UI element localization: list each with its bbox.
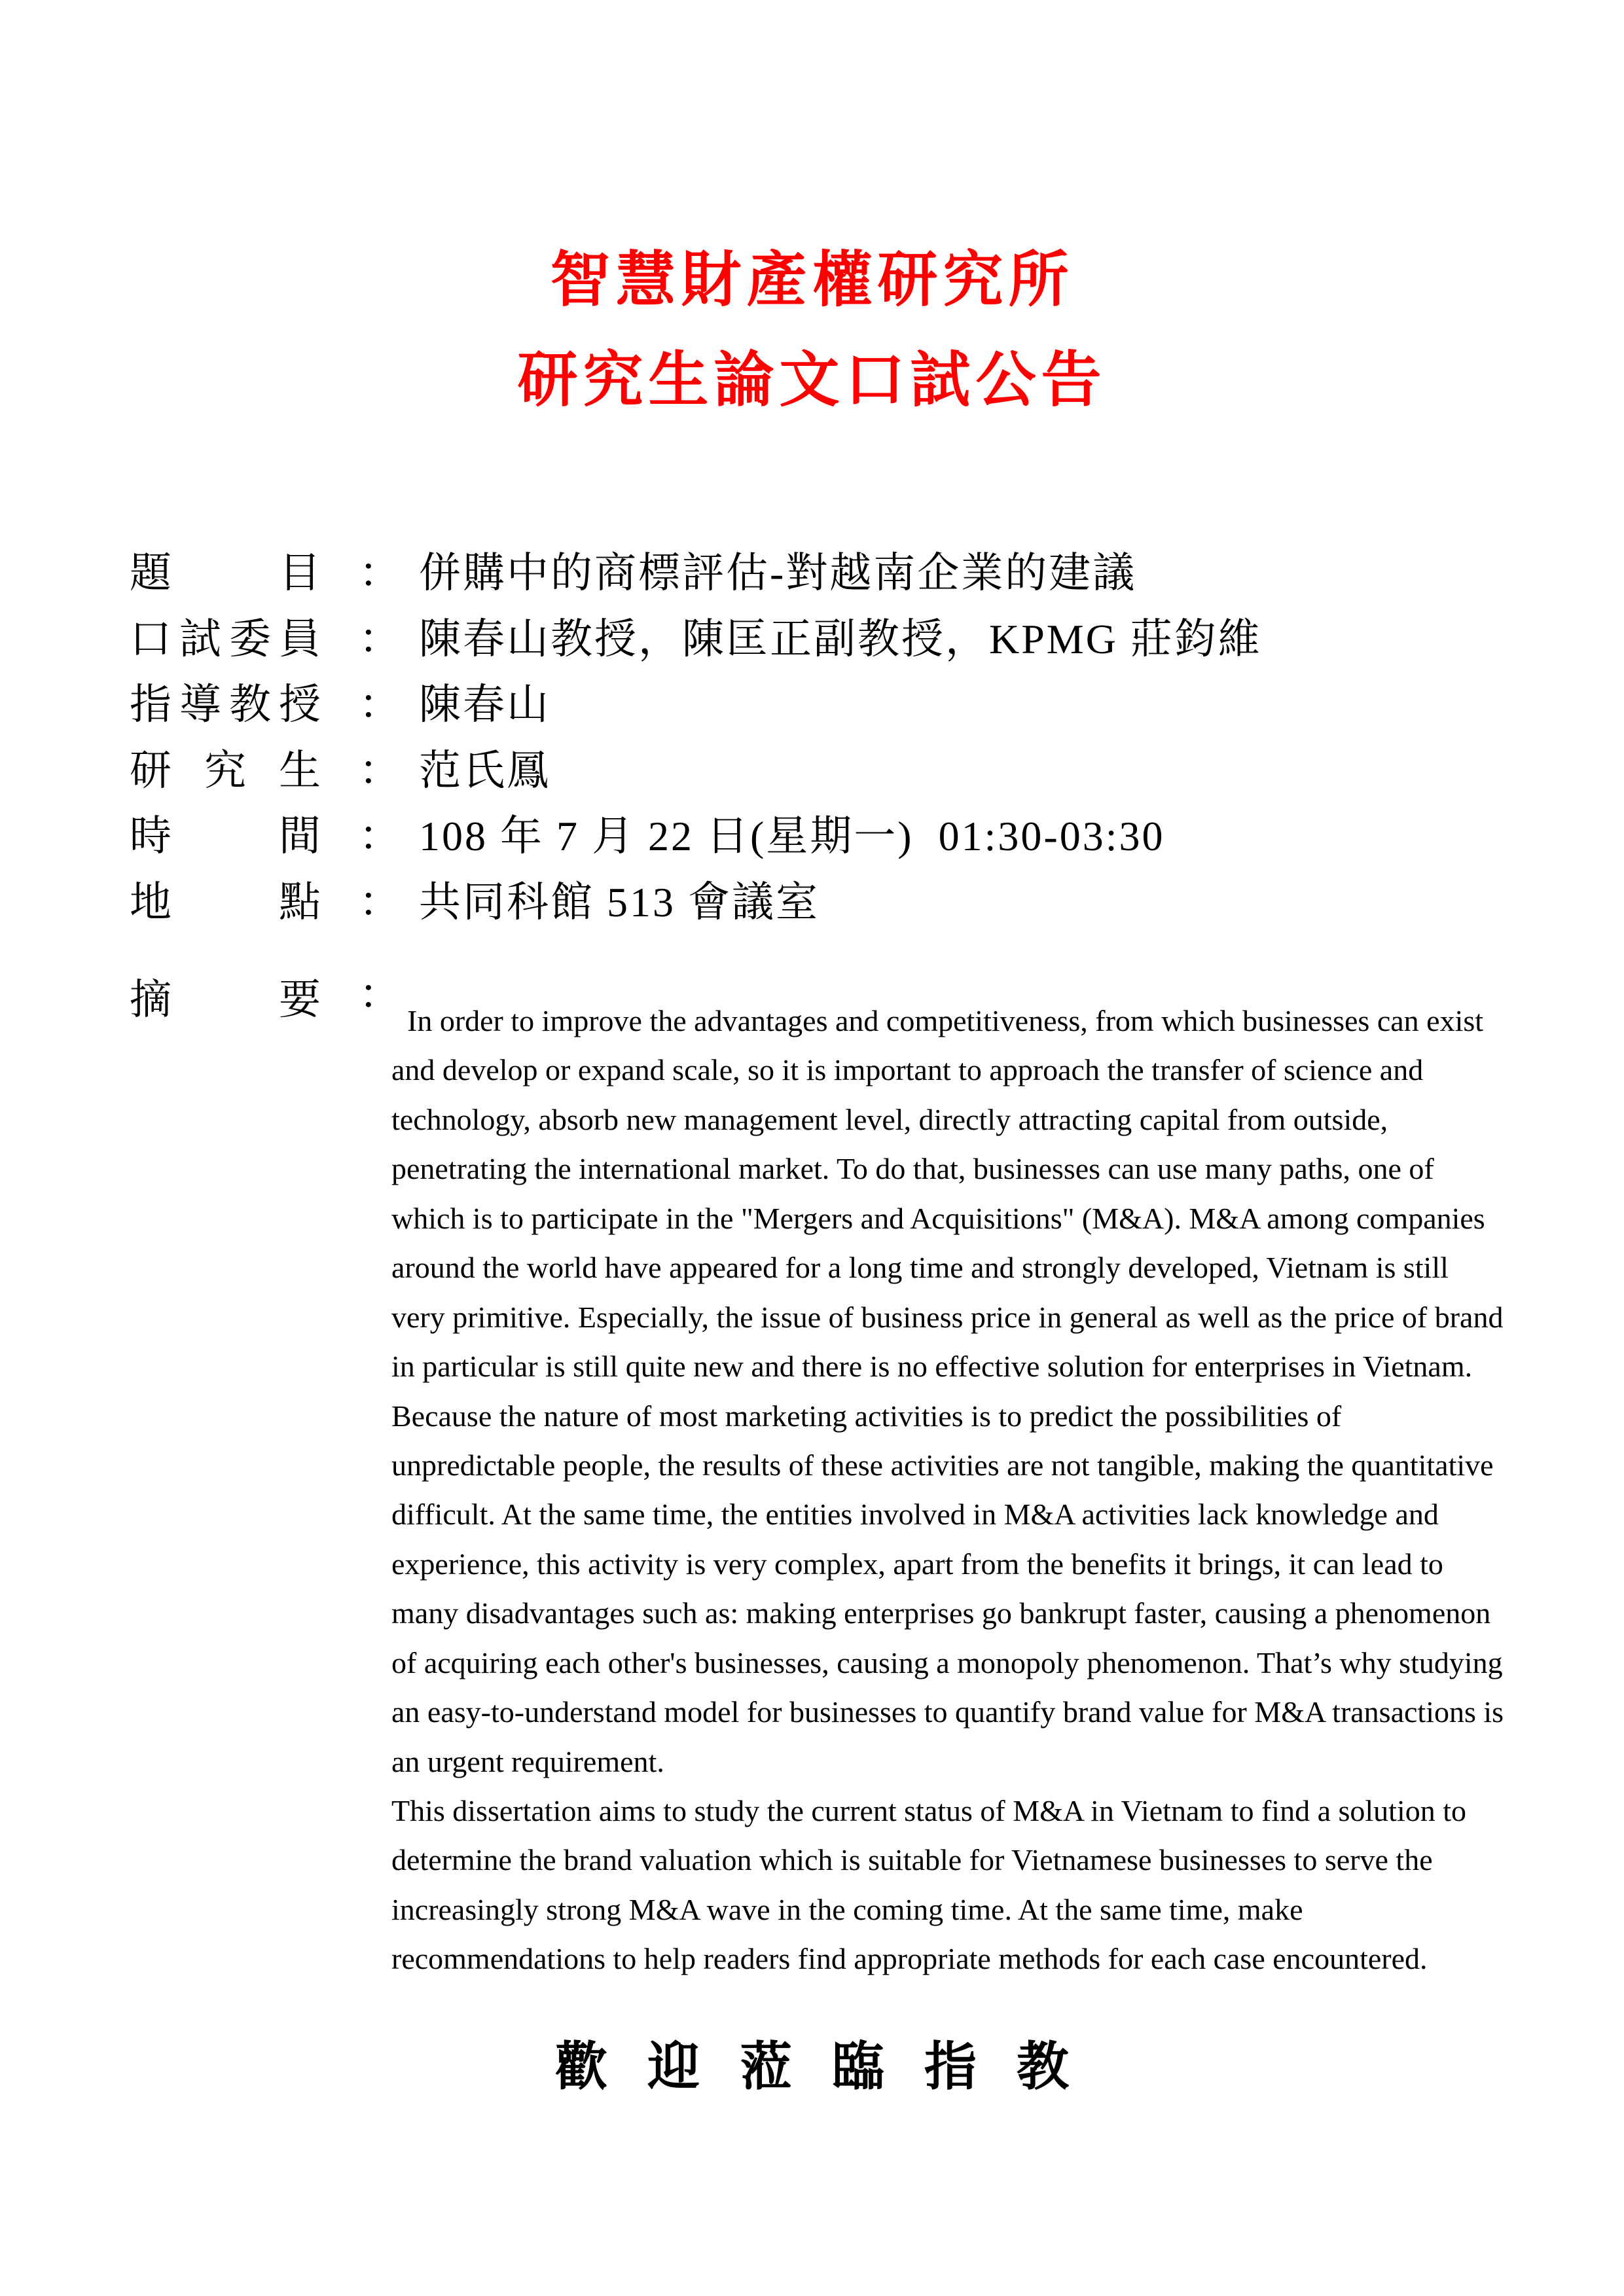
detail-row-topic bbox=[130, 541, 1504, 607]
abstract-line: penetrating the international market. To do that, businesses can use many paths, one of bbox=[391, 1152, 1434, 1186]
abstract-line: very primitive. Especially, the issue of business price in general as well as the price of brand bbox=[391, 1300, 1504, 1334]
abstract-line: This dissertation aims to study the current status of M&A in Vietnam to find a solution to bbox=[391, 1794, 1467, 1827]
abstract-line: an easy-to-understand model for businesses to quantify brand value for M&A transactions is bbox=[391, 1695, 1504, 1729]
detail-separator: ： bbox=[359, 812, 401, 861]
abstract-separator: ： bbox=[359, 971, 401, 1019]
abstract-heading bbox=[130, 967, 405, 1033]
abstract-line: Because the nature of most marketing activities is to predict the possibilities of bbox=[391, 1399, 1342, 1433]
detail-label: 地點 bbox=[130, 878, 321, 927]
detail-row-time bbox=[130, 804, 1504, 870]
abstract-line: which is to participate in the "Mergers and Acquisitions" (M&A). M&A among companies bbox=[391, 1201, 1485, 1235]
detail-separator: ： bbox=[359, 878, 401, 927]
abstract-line: an urgent requirement. bbox=[391, 1744, 664, 1778]
detail-value: 陳春山 bbox=[419, 681, 550, 728]
abstract-line: unpredictable people, the results of these activities are not tangible, making the quantitative bbox=[391, 1448, 1494, 1482]
detail-label: 題目 bbox=[130, 549, 321, 598]
abstract-line: difficult. At the same time, the entities involved in M&A activities lack knowledge and bbox=[391, 1498, 1439, 1532]
detail-label: 口試委員 bbox=[130, 615, 321, 664]
institute-title: 智慧財產權研究所 bbox=[550, 244, 1074, 315]
abstract-line: of acquiring each other's businesses, causing a monopoly phenomenon. That’s why studying bbox=[391, 1645, 1503, 1679]
abstract-line: technology, absorb new management level, directly attracting capital from outside, bbox=[391, 1102, 1388, 1136]
abstract-line: experience, this activity is very complex, apart from the benefits it brings, it can lead to bbox=[391, 1547, 1443, 1581]
detail-label: 指導教授 bbox=[130, 681, 321, 729]
detail-label: 時間 bbox=[130, 812, 321, 861]
abstract-line: recommendations to help readers find appropriate methods for each case encountered. bbox=[391, 1942, 1428, 1976]
detail-separator: ： bbox=[359, 746, 401, 795]
detail-row-advisor bbox=[130, 672, 1504, 738]
abstract-line: increasingly strong M&A wave in the coming time. At the same time, make bbox=[391, 1892, 1303, 1926]
detail-row-location bbox=[130, 870, 1504, 936]
detail-value: 併購中的商標評估-對越南企業的建議 bbox=[419, 550, 1137, 596]
detail-value: 陳春山教授，陳匡正副教授，KPMG 莊鈞維 bbox=[419, 615, 1262, 662]
defense-details bbox=[130, 541, 1504, 935]
abstract-label: 摘要 bbox=[130, 976, 321, 1024]
detail-label: 研究生 bbox=[130, 746, 321, 795]
detail-row-committee bbox=[130, 607, 1504, 673]
abstract-line: in particular is still quite new and there is no effective solution for enterprises in Vietnam. bbox=[391, 1350, 1473, 1384]
abstract-line: around the world have appeared for a long time and strongly developed, Vietnam is still bbox=[391, 1251, 1449, 1285]
abstract-line: many disadvantages such as: making enterprises go bankrupt faster, causing a phenomenon bbox=[391, 1596, 1491, 1630]
abstract-line: determine the brand valuation which is suitable for Vietnamese businesses to serve the bbox=[391, 1843, 1433, 1877]
detail-value: 共同科館 513 會議室 bbox=[419, 878, 820, 925]
announcement-title: 研究生論文口試公告 bbox=[517, 344, 1107, 415]
detail-row-student bbox=[130, 738, 1504, 804]
abstract-text bbox=[391, 996, 1583, 1984]
detail-separator: ： bbox=[359, 681, 401, 729]
closing-greeting: 歡迎蒞臨指教 bbox=[555, 2036, 1109, 2097]
abstract-line: In order to improve the advantages and competitiveness, from which businesses can exist bbox=[407, 1004, 1484, 1037]
detail-value: 108 年 7 月 22 日(星期一) 01:30-03:30 bbox=[419, 813, 1165, 859]
detail-separator: ： bbox=[359, 549, 401, 598]
detail-separator: ： bbox=[359, 615, 401, 664]
abstract-line: and develop or expand scale, so it is important to approach the transfer of science and bbox=[391, 1053, 1424, 1087]
detail-value: 范氏鳳 bbox=[419, 747, 550, 794]
